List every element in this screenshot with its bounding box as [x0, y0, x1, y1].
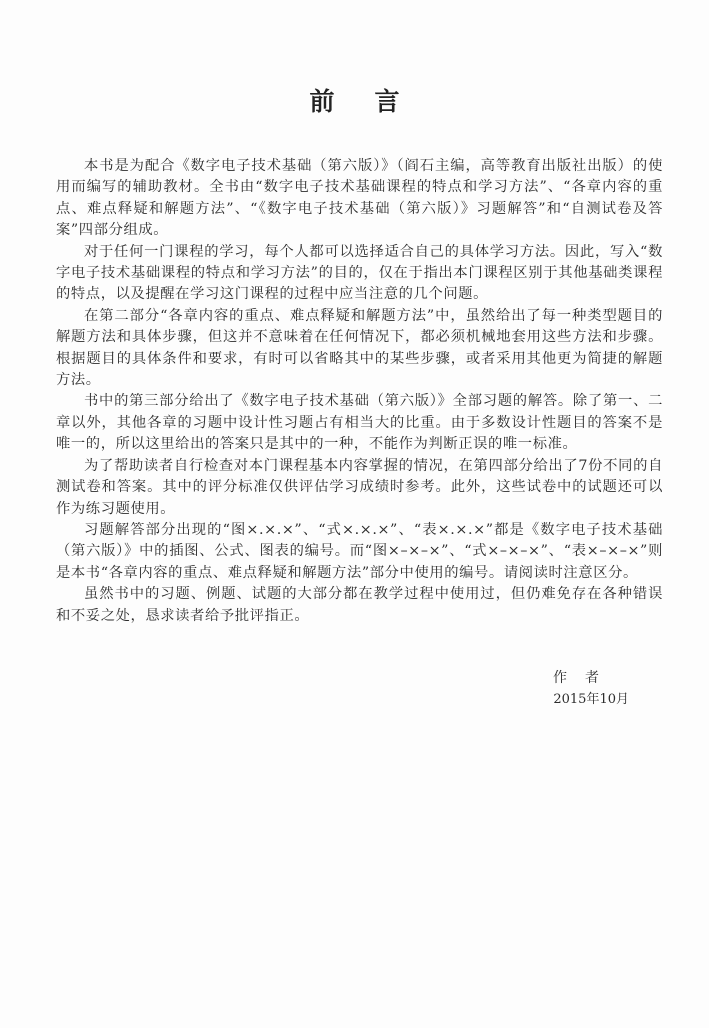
paragraph-6: 习题解答部分出现的“图×.×.×”、“式×.×.×”、“表×.×.×”都是《数字电子技术基础（第六版）》中的插图、公式、图表的编号。而“图×–×–×”、“式×–×–×”、“表×–×–×”则是本书“各章内容的重点、难点释疑和解题方法”部分中使用的编号。请阅读时注意区分。 — [56, 521, 663, 581]
paragraph-4: 书中的第三部分给出了《数字电子技术基础（第六版）》全部习题的解答。除了第一、二章以外，其他各章的习题中设计性习题占有相当大的比重。由于多数设计性题目的答案不是唯一的，所以这里给出的答案只是其中的一种，不能作为判断正误的唯一标准。 — [56, 393, 663, 453]
paragraph-3: 在第二部分“各章内容的重点、难点释疑和解题方法”中，虽然给出了每一种类型题目的解题方法和具体步骤，但这并不意味着在任何情况下，都必须机械地套用这些方法和步骤。根据题目的具体条件和要求，有时可以省略其中的某些步骤，或者采用其他更为简捷的解题方法。 — [56, 307, 663, 389]
preface-body — [56, 156, 663, 627]
paragraph-1: 本书是为配合《数字电子技术基础（第六版）》（阎石主编，高等教育出版社出版）的使用而编写的辅助教材。全书由“数字电子技术基础课程的特点和学习方法”、“各章内容的重点、难点释疑和解题方法”、“《数字电子技术基础（第六版）》习题解答”和“自测试卷及答案”四部分组成。 — [56, 158, 663, 239]
page-title: 前言 — [309, 87, 440, 116]
author-label: 作者 — [553, 670, 617, 686]
paragraph-2: 对于任何一门课程的学习，每个人都可以选择适合自己的具体学习方法。因此，写入“数字电子技术基础课程的特点和学习方法”的目的，仅在于指出本门课程区别于其他基础类课程的特点，以及提醒在学习这门课程的过程中应当注意的几个问题。 — [56, 243, 663, 303]
signature-block — [469, 667, 629, 711]
paragraph-7: 虽然书中的习题、例题、试题的大部分都在教学过程中使用过，但仍难免存在各种错误和不妥之处，恳求读者给予批评指正。 — [56, 586, 663, 624]
date-label: 2015年10月 — [553, 692, 629, 707]
paragraph-5: 为了帮助读者自行检查对本门课程基本内容掌握的情况，在第四部分给出了7份不同的自测试卷和答案。其中的评分标准仅供评估学习成绩时参考。此外，这些试卷中的试题还可以作为练习题使用。 — [56, 457, 663, 517]
